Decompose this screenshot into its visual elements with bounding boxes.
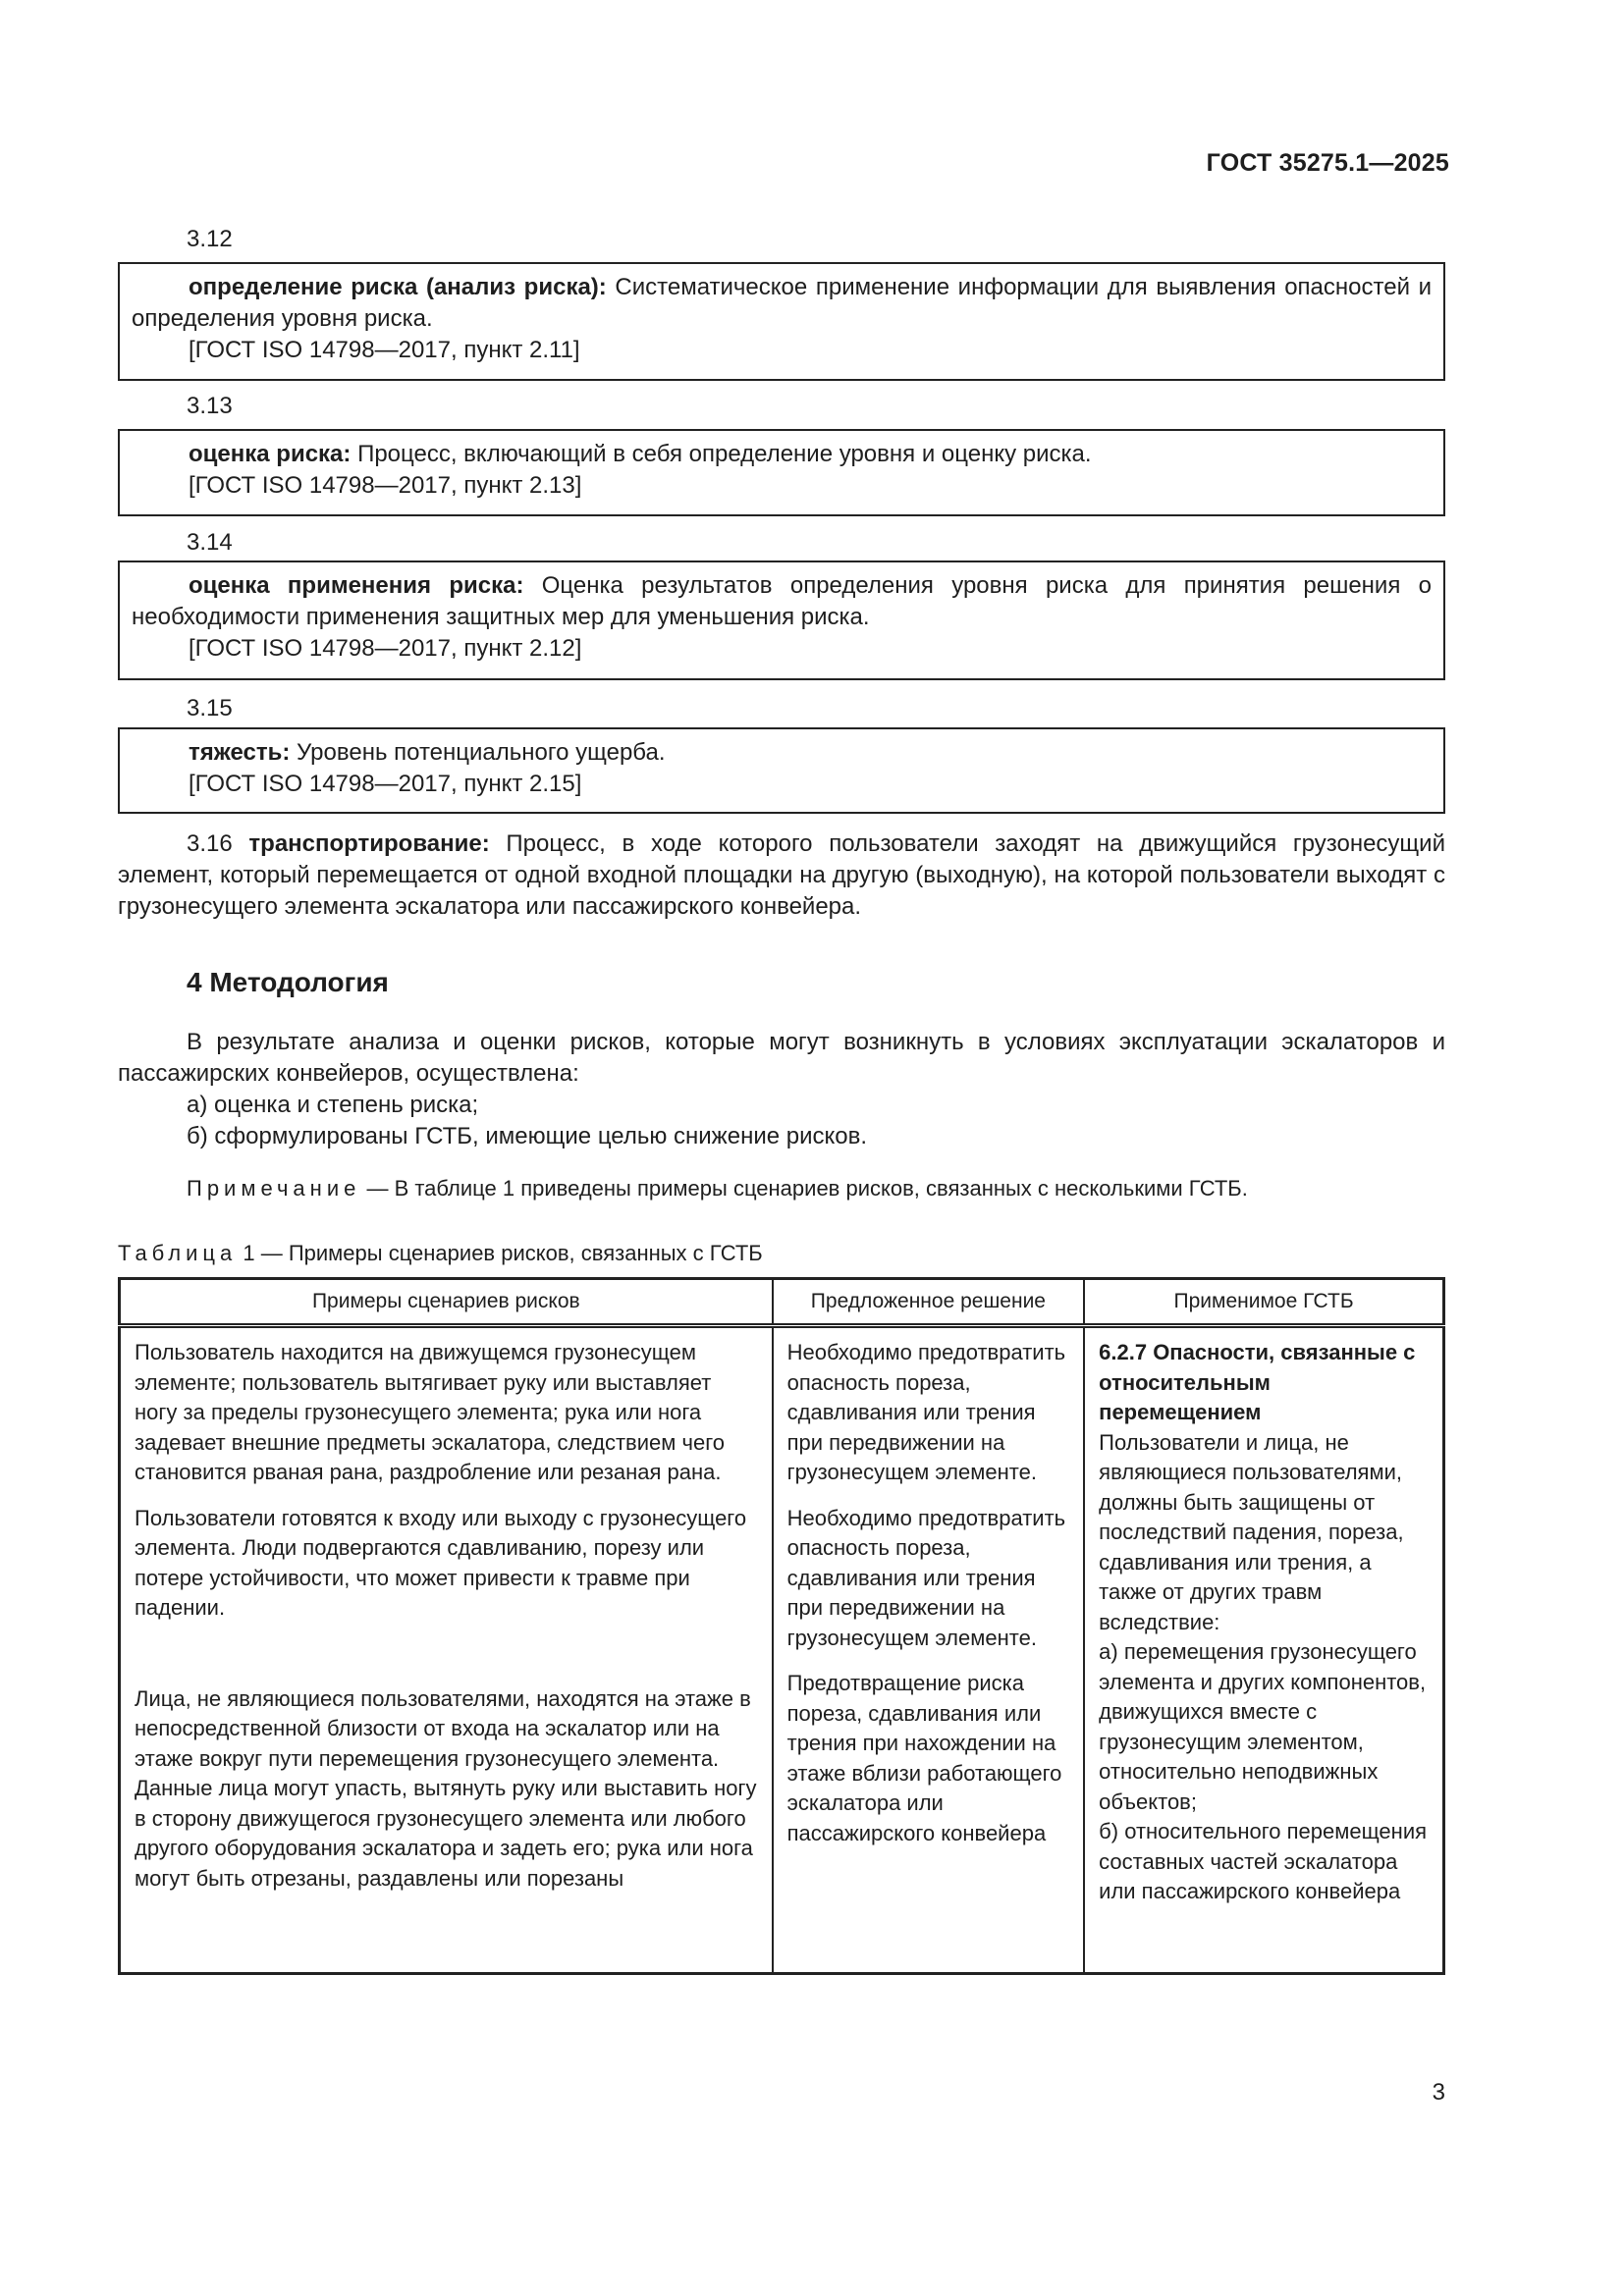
section-intro: [118, 1027, 1445, 1152]
scenario-text: Пользователи готовятся к входу или выходу с грузонесущего элемента. Люди подвергаются сдавливанию, порезу или потере устойчивости, что может привести к травме при падении.: [135, 1505, 747, 1620]
term-title: оценка применения риска:: [189, 572, 524, 599]
term-title: определение риска (анализ риска):: [189, 274, 607, 300]
term-number: 3.15: [187, 695, 233, 721]
solution-text: Необходимо предотвратить опасность пореза, сдавливания или трения при передвижении на грузонесущем элементе.: [786, 1340, 1066, 1484]
term-box-3-13: [118, 429, 1445, 516]
term-number: 3.14: [187, 529, 233, 556]
column-header-solution: Предложенное решение: [773, 1279, 1085, 1326]
applicable-title: 6.2.7 Опасности, связанные с относительным перемещением: [1099, 1340, 1416, 1424]
list-item: а) оценка и степень риска;: [187, 1092, 479, 1118]
solution-text: Необходимо предотвратить опасность пореза, сдавливания или трения при передвижении на грузонесущем элементе.: [786, 1505, 1066, 1650]
term-source: [ГОСТ ISO 14798—2017, пункт 2.11]: [189, 337, 580, 363]
scenario-text: Лица, не являющиеся пользователями, находятся на этаже в непосредственной близости от входа на эскалатор или на этаже вокруг пути перемещения грузонесущего элемента. Данные лица могут упасть, вытянуть руку или выставить ногу в сторону движущегося грузонесущего элемента или любого другого оборудования эскалатора и задеть его; рука или нога могут быть отрезаны, раздавлены или порезаны: [135, 1685, 757, 1891]
note-label: Примечание: [187, 1176, 361, 1201]
table-caption: [118, 1241, 763, 1266]
solution-text: Предотвращение риска пореза, сдавливания или трения при нахождении на этаже вблизи работающего эскалатора или пассажирского конвейера: [786, 1671, 1062, 1845]
list-item: б) сформулированы ГСТБ, имеющие целью снижение рисков.: [187, 1123, 868, 1149]
table-header-row: [120, 1279, 1444, 1326]
note: [187, 1176, 1248, 1201]
column-header-scenarios: Примеры сценариев рисков: [120, 1279, 773, 1326]
term-definition: Систематическое применение информации для выявления опасностей и определения уровня риска.: [132, 274, 1432, 332]
applicable-cell: [1084, 1326, 1443, 1974]
term-title: транспортирование:: [248, 830, 490, 857]
term-box-3-14: [118, 561, 1445, 680]
term-box-3-12: [118, 262, 1445, 381]
term-source: [ГОСТ ISO 14798—2017, пункт 2.13]: [189, 472, 582, 499]
column-header-applicable: Применимое ГСТБ: [1084, 1279, 1443, 1326]
term-number: 3.16: [187, 830, 249, 857]
table-caption-text: 1 — Примеры сценариев рисков, связанных с ГСТБ: [237, 1241, 763, 1265]
note-text: — В таблице 1 приведены примеры сценариев рисков, связанных с несколькими ГСТБ.: [360, 1176, 1248, 1201]
scenario-text: Пользователь находится на движущемся грузонесущем элементе; пользователь вытягивает руку или выставляет ногу за пределы грузонесущего элемента; рука или нога задевает внешние предметы эскалатора, следствием чего становится рваная рана, раздробление или резаная рана.: [135, 1340, 725, 1484]
term-definition: Оценка результатов определения уровня риска для принятия решения о необходимости применения защитных мер для уменьшения риска.: [132, 572, 1432, 630]
intro-text: В результате анализа и оценки рисков, которые могут возникнуть в условиях эксплуатации эскалаторов и пассажирских конвейеров, осуществлена:: [118, 1029, 1445, 1087]
applicable-item: а) перемещения грузонесущего элемента и других компонентов, движущихся вместе с грузонесущим элементом, относительно неподвижных объектов;: [1099, 1639, 1427, 1814]
term-definition: Процесс, в ходе которого пользователи заходят на движущийся грузонесущий элемент, который перемещается от одной входной площадки на другую (выходную), на которой пользователи выходят с грузонесущего элемента эскалатора или пассажирского конвейера.: [118, 830, 1445, 920]
applicable-text: Пользователи и лица, не являющиеся пользователями, должны быть защищены от последствий падения, пореза, сдавливания или трения, а также от других травм вследствие:: [1099, 1429, 1404, 1634]
term-source: [ГОСТ ISO 14798—2017, пункт 2.12]: [189, 635, 582, 662]
solutions-cell: [773, 1326, 1085, 1974]
document-code: ГОСТ 35275.1—2025: [1206, 149, 1449, 177]
term-definition: Уровень потенциального ущерба.: [290, 739, 666, 766]
term-title: тяжесть:: [189, 739, 291, 766]
term-source: [ГОСТ ISO 14798—2017, пункт 2.15]: [189, 771, 582, 797]
term-box-3-15: [118, 727, 1445, 814]
term-title: оценка риска:: [189, 441, 352, 467]
applicable-item: б) относительного перемещения составных частей эскалатора или пассажирского конвейера: [1099, 1819, 1428, 1903]
term-number: 3.12: [187, 226, 233, 252]
term-number: 3.13: [187, 393, 233, 419]
table-caption-label: Таблица: [118, 1241, 238, 1265]
table-row: [120, 1326, 1444, 1974]
scenarios-cell: [120, 1326, 773, 1974]
section-heading: 4 Методология: [187, 967, 389, 997]
risk-scenarios-table: [118, 1277, 1445, 1975]
page-number: 3: [1432, 2079, 1445, 2106]
term-3-16: [118, 828, 1445, 923]
term-definition: Процесс, включающий в себя определение уровня и оценку риска.: [351, 441, 1092, 467]
